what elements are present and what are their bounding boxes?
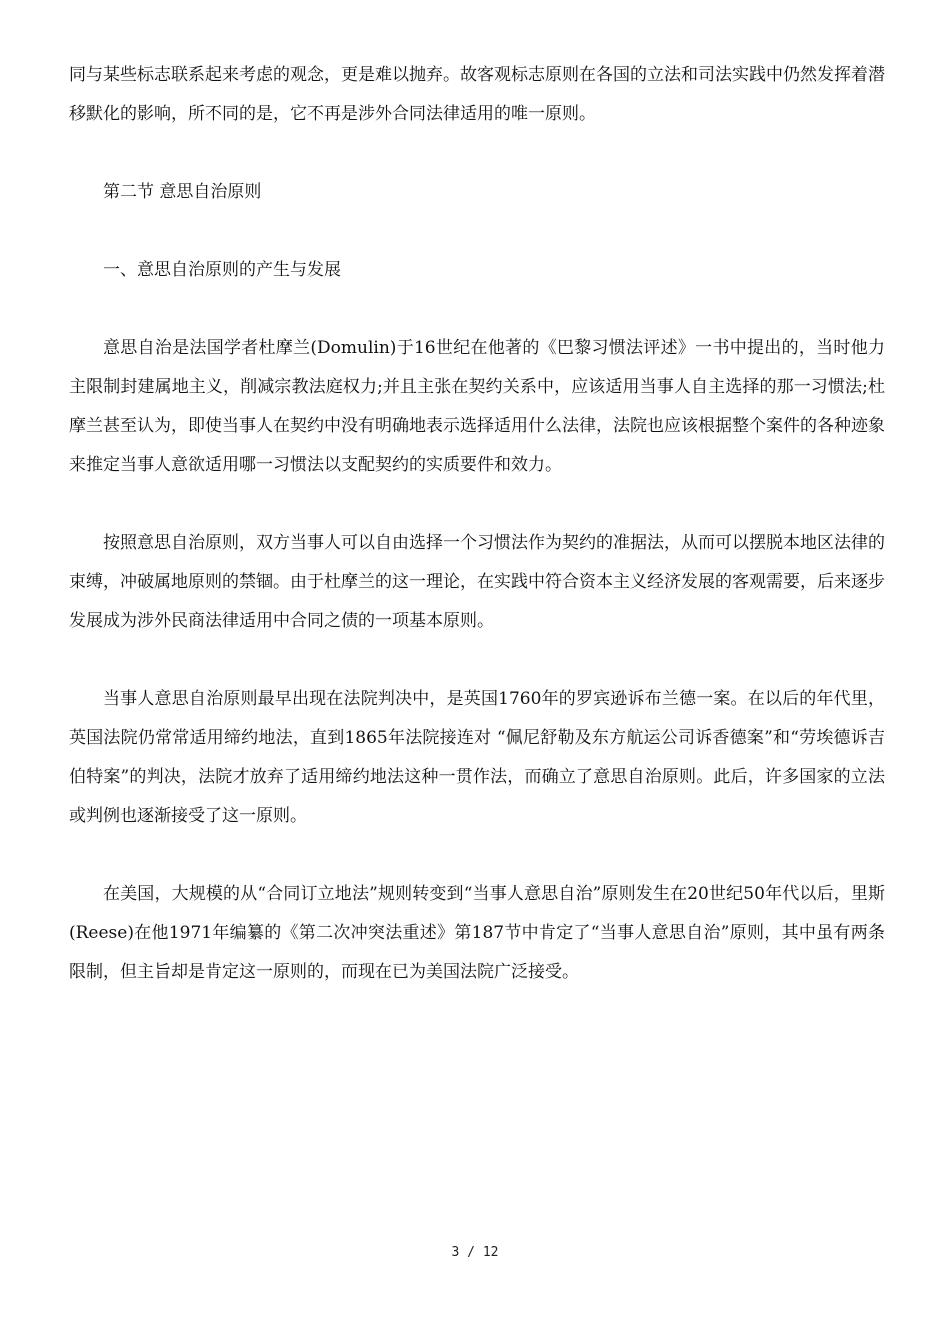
document-page [69, 56, 885, 992]
paragraph-gap [69, 134, 885, 173]
subsection-heading: 一、意思自治原则的产生与发展 [103, 260, 341, 280]
section-heading: 第二节 意思自治原则 [103, 182, 262, 202]
page-number: 3 / 12 [451, 1245, 499, 1260]
paragraph-gap [69, 836, 885, 875]
paragraph-continuation: 同与某些标志联系起来考虑的观念，更是难以抛弃。故客观标志原则在各国的立法和司法实践中仍然发挥着潜移默化的影响，所不同的是，它不再是涉外合同法律适用的唯一原则。 [69, 65, 885, 124]
paragraph-usa: 在美国，大规模的从“合同订立地法”规则转变到“当事人意思自治”原则发生在20世纪50年代以后，里斯(Reese)在他1971年编纂的《第二次冲突法重述》第187节中肯定了“当事人意思自治”原则，其中虽有两条限制，但主旨却是肯定这一原则的，而现在已为美国法院广泛接受。 [69, 884, 885, 982]
paragraph-gap [69, 212, 885, 251]
paragraph-gap [69, 485, 885, 524]
paragraph-gap [69, 290, 885, 329]
paragraph-origin: 意思自治是法国学者杜摩兰(Domulin)于16世纪在他著的《巴黎习惯法评述》一书中提出的，当时他力主限制封建属地主义，削减宗教法庭权力;并且主张在契约关系中，应该适用当事人自主选择的那一习惯法;杜摩兰甚至认为，即使当事人在契约中没有明确地表示选择适用什么法律，法院也应该根据整个案件的各种迹象来推定当事人意欲适用哪一习惯法以支配契约的实质要件和效力。 [69, 338, 885, 475]
paragraph-principle: 按照意思自治原则，双方当事人可以自由选择一个习惯法作为契约的准据法，从而可以摆脱本地区法律的束缚，冲破属地原则的禁锢。由于杜摩兰的这一理论，在实践中符合资本主义经济发展的客观需要，后来逐步发展成为涉外民商法律适用中合同之债的一项基本原则。 [69, 533, 885, 631]
paragraph-gap [69, 641, 885, 680]
paragraph-england: 当事人意思自治原则最早出现在法院判决中，是英国1760年的罗宾逊诉布兰德一案。在以后的年代里，英国法院仍常常适用缔约地法，直到1865年法院接连对 “佩尼舒勒及东方航运公司诉香德案”和“劳埃德诉吉伯特案”的判决，法院才放弃了适用缔约地法这种一贯作法，而确立了意思自治原则。此后，许多国家的立法或判例也逐渐接受了这一原则。 [69, 689, 885, 826]
